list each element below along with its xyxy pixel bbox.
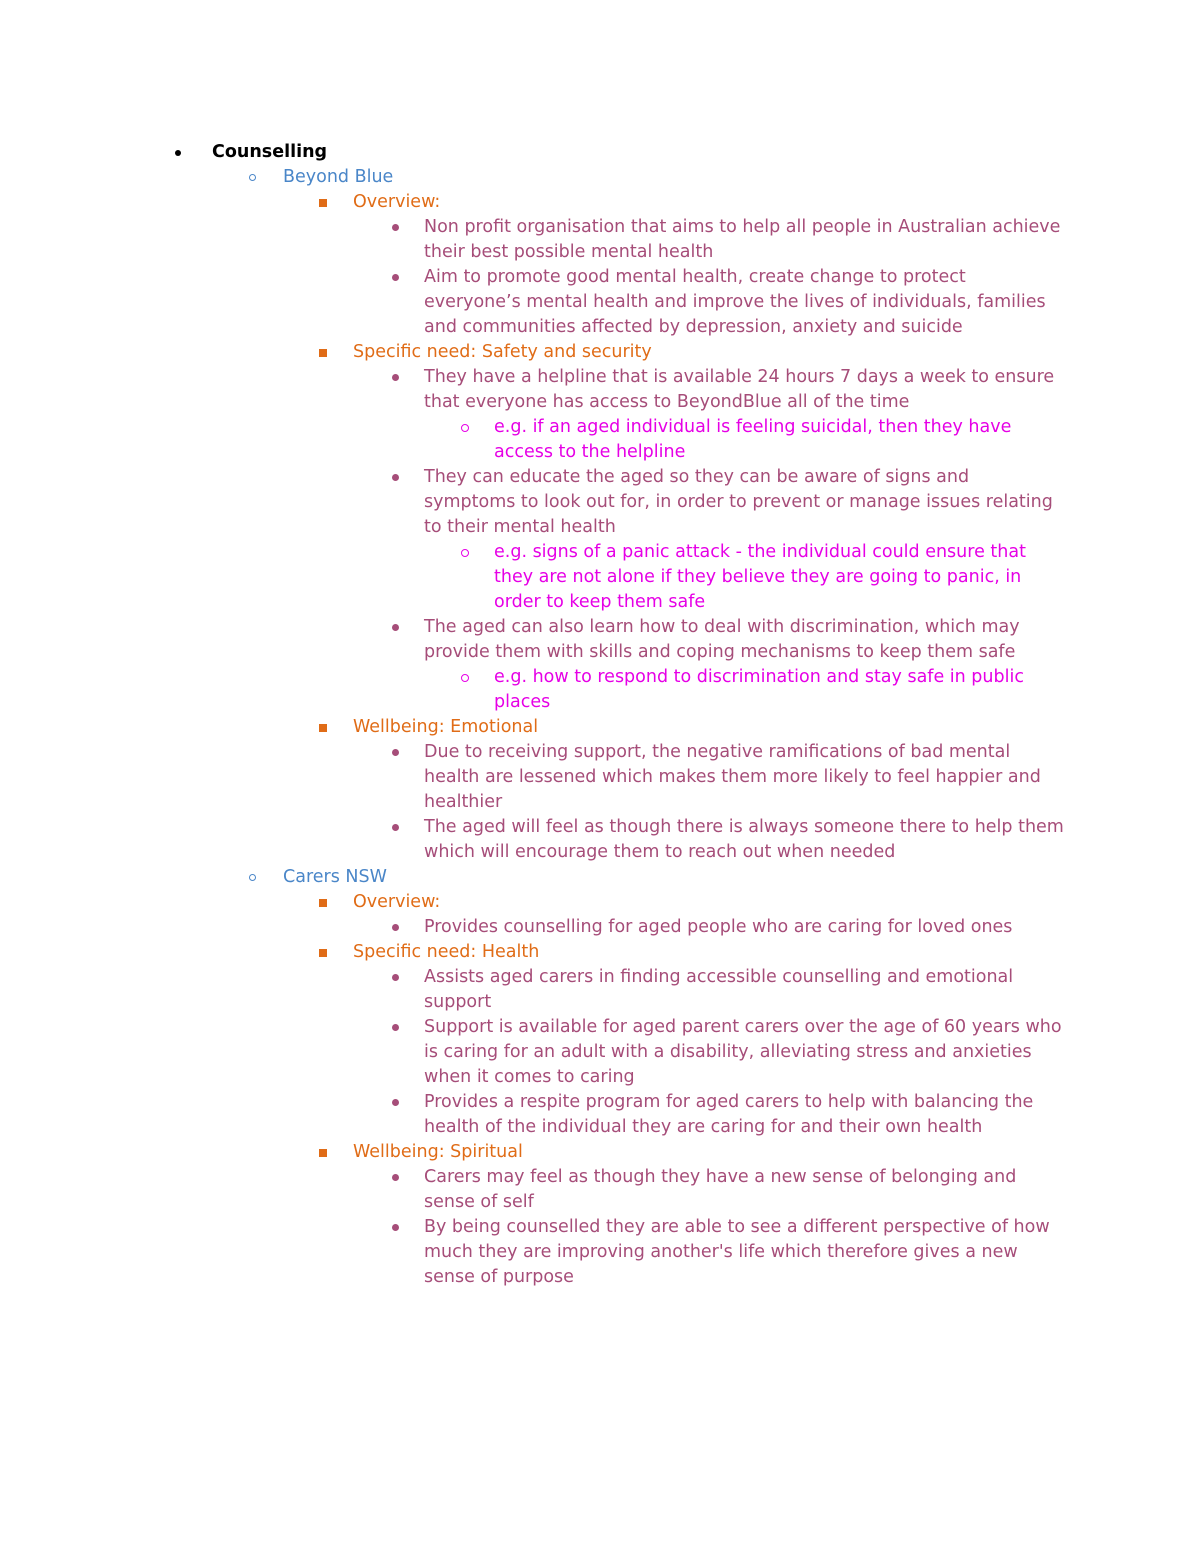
heading-text: Counselling — [212, 142, 328, 162]
list-item — [424, 1215, 1064, 1290]
point-text: Due to receiving support, the negative ramifications of bad mental health are lessened which makes them more likely to feel happier and healthier — [424, 742, 1041, 812]
org-item — [283, 165, 1063, 190]
bullet-ring-icon — [242, 865, 262, 890]
bullet-dot-icon — [385, 1215, 405, 1240]
bullet-square-icon — [313, 190, 333, 215]
bullet-square-icon — [313, 890, 333, 915]
section-item — [353, 890, 1063, 915]
point-text: They have a helpline that is available 24 hours 7 days a week to ensure that everyone has access to BeyondBlue all of the time — [424, 367, 1055, 412]
section-title: Overview: — [353, 192, 441, 212]
bullet-dot-icon — [385, 965, 405, 990]
org-name: Carers NSW — [283, 867, 387, 887]
list-item — [424, 1015, 1064, 1090]
org-item — [283, 865, 1063, 890]
example-text: e.g. how to respond to discrimination and stay safe in public places — [494, 667, 1024, 712]
section-title: Wellbeing: Spiritual — [353, 1142, 523, 1162]
bullet-dot-icon — [168, 140, 188, 165]
point-text: The aged will feel as though there is always someone there to help them which will encourage them to reach out when needed — [424, 817, 1064, 862]
bullet-dot-icon — [385, 365, 405, 390]
example-text: e.g. signs of a panic attack - the individual could ensure that they are not alone if they believe they are going to panic, in order to keep them safe — [494, 542, 1026, 612]
bullet-dot-icon — [385, 1165, 405, 1190]
section-item — [353, 1140, 1063, 1165]
list-item — [424, 265, 1064, 340]
example-item — [494, 540, 1069, 615]
section-title: Overview: — [353, 892, 441, 912]
list-item — [424, 815, 1064, 865]
point-text: Provides a respite program for aged carers to help with balancing the health of the individual they are caring for and their own health — [424, 1092, 1034, 1137]
point-text: Carers may feel as though they have a new sense of belonging and sense of self — [424, 1167, 1017, 1212]
bullet-dot-icon — [385, 815, 405, 840]
point-text: Aim to promote good mental health, create change to protect everyone’s mental health and improve the lives of individuals, families and communities affected by depression, anxiety and suicide — [424, 267, 1046, 337]
point-text: They can educate the aged so they can be aware of signs and symptoms to look out for, in order to prevent or manage issues relating to their mental health — [424, 467, 1053, 537]
section-item — [353, 715, 1063, 740]
point-text: Support is available for aged parent carers over the age of 60 years who is caring for an adult with a disability, alleviating stress and anxieties when it comes to caring — [424, 1017, 1062, 1087]
bullet-square-icon — [313, 1140, 333, 1165]
point-text: By being counselled they are able to see a different perspective of how much they are improving another's life which therefore gives a new sense of purpose — [424, 1217, 1050, 1287]
list-item — [424, 365, 1064, 415]
list-item — [424, 615, 1064, 665]
bullet-dot-icon — [385, 465, 405, 490]
bullet-ring-icon — [242, 165, 262, 190]
point-text: Provides counselling for aged people who are caring for loved ones — [424, 917, 1013, 937]
bullet-ring-icon — [455, 540, 475, 565]
section-item — [353, 340, 1063, 365]
example-item — [494, 415, 1069, 465]
point-text: The aged can also learn how to deal with discrimination, which may provide them with skills and coping mechanisms to keep them safe — [424, 617, 1020, 662]
bullet-dot-icon — [385, 215, 405, 240]
bullet-square-icon — [313, 340, 333, 365]
bullet-ring-icon — [455, 665, 475, 690]
bullet-dot-icon — [385, 1015, 405, 1040]
list-item — [424, 740, 1064, 815]
org-name: Beyond Blue — [283, 167, 394, 187]
example-text: e.g. if an aged individual is feeling suicidal, then they have access to the helpline — [494, 417, 1012, 462]
section-title: Specific need: Safety and security — [353, 342, 652, 362]
list-item — [424, 915, 1064, 940]
bullet-dot-icon — [385, 1090, 405, 1115]
bullet-square-icon — [313, 715, 333, 740]
bullet-dot-icon — [385, 265, 405, 290]
list-item — [424, 1090, 1064, 1140]
list-item — [424, 1165, 1064, 1215]
list-item — [424, 215, 1064, 265]
example-item — [494, 665, 1069, 715]
bullet-dot-icon — [385, 915, 405, 940]
section-item — [353, 190, 1063, 215]
list-item — [424, 465, 1064, 540]
bullet-square-icon — [313, 940, 333, 965]
section-title: Specific need: Health — [353, 942, 540, 962]
bullet-dot-icon — [385, 740, 405, 765]
point-text: Assists aged carers in finding accessible counselling and emotional support — [424, 967, 1014, 1012]
point-text: Non profit organisation that aims to help all people in Australian achieve their best possible mental health — [424, 217, 1061, 262]
section-title: Wellbeing: Emotional — [353, 717, 539, 737]
bullet-ring-icon — [455, 415, 475, 440]
heading-item — [212, 140, 1072, 165]
bullet-dot-icon — [385, 615, 405, 640]
list-item — [424, 965, 1064, 1015]
section-item — [353, 940, 1063, 965]
